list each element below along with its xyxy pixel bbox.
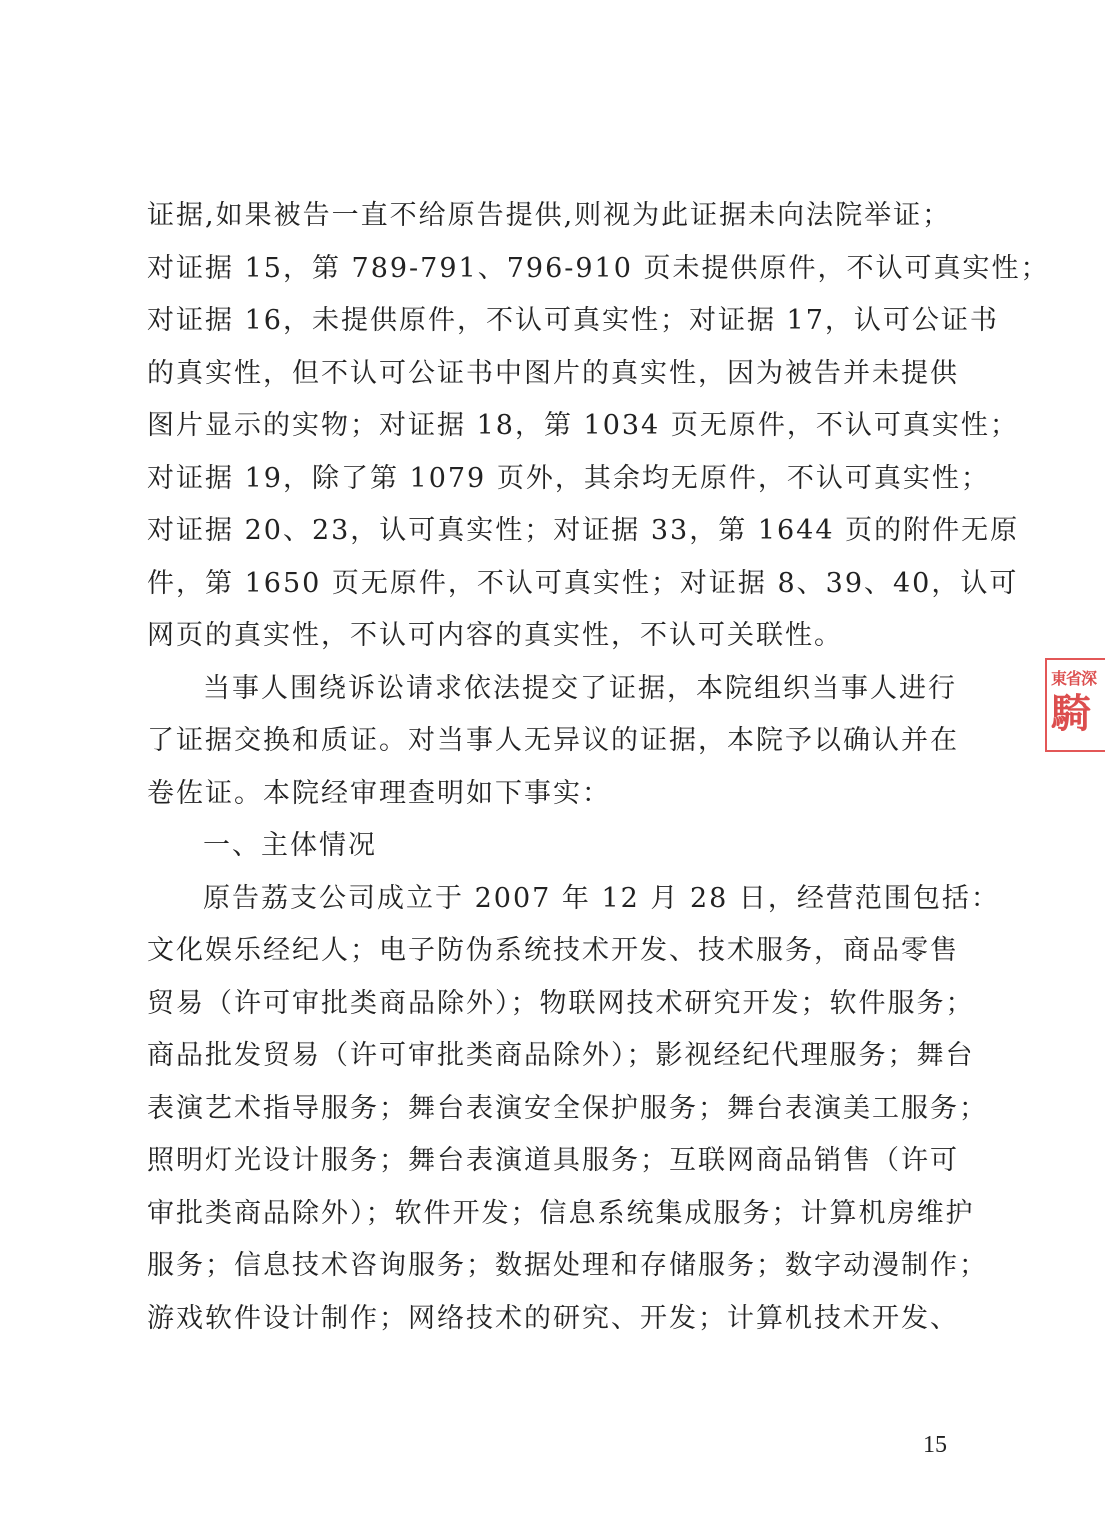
paragraph-line: 审批类商品除外）；软件开发；信息系统集成服务；计算机房维护 bbox=[147, 1197, 975, 1229]
paragraph-line: 了证据交换和质证。对当事人无异议的证据，本院予以确认并在 bbox=[147, 725, 959, 756]
paragraph-line: 贸易（许可审批类商品除外）；物联网技术研究开发；软件服务； bbox=[147, 987, 975, 1019]
paragraph-line: 文化娱乐经纪人；电子防伪系统技术开发、技术服务，商品零售 bbox=[147, 935, 959, 966]
paragraph-line: 服务；信息技术咨询服务；数据处理和存储服务；数字动漫制作； bbox=[147, 1250, 988, 1281]
document-body bbox=[147, 190, 1050, 1345]
paragraph-line: 件，第 1650 页无原件，不认可真实性；对证据 8、39、40，认可 bbox=[147, 567, 1019, 599]
page-number: 15 bbox=[923, 1432, 947, 1458]
paragraph-line: 的真实性，但不认可公证书中图片的真实性，因为被告并未提供 bbox=[147, 357, 959, 389]
paragraph-line: 照明灯光设计服务；舞台表演道具服务；互联网商品销售（许可 bbox=[147, 1145, 959, 1176]
paragraph-line: 网页的真实性，不认可内容的真实性，不认可关联性。 bbox=[147, 620, 843, 651]
paragraph-line: 对证据 19，除了第 1079 页外，其余均无原件，不认可真实性； bbox=[147, 462, 990, 494]
paragraph-line: 对证据 15，第 789-791、796-910 页未提供原件，不认可真实性； bbox=[147, 252, 1050, 284]
paragraph-line: 表演艺术指导服务；舞台表演安全保护服务；舞台表演美工服务； bbox=[147, 1092, 988, 1124]
paragraph-line: 对证据 20、23，认可真实性；对证据 33，第 1644 页的附件无原 bbox=[147, 515, 1020, 546]
paragraph-line: 证据,如果被告一直不给原告提供,则视为此证据未向法院举证； bbox=[147, 200, 952, 231]
paragraph-line: 对证据 16，未提供原件，不认可真实性；对证据 17，认可公证书 bbox=[147, 305, 999, 336]
paragraph-line: 游戏软件设计制作；网络技术的研究、开发；计算机技术开发、 bbox=[147, 1302, 959, 1334]
section-heading: 一、主体情况 bbox=[203, 830, 377, 861]
seal-main-text: 騎 bbox=[1051, 690, 1091, 737]
paragraph-line: 原告荔支公司成立于 2007 年 12 月 28 日，经营范围包括： bbox=[203, 882, 1000, 914]
seal-top-text: 東省深 bbox=[1051, 669, 1097, 688]
paragraph-line: 图片显示的实物；对证据 18，第 1034 页无原件，不认可真实性； bbox=[147, 410, 1019, 441]
paragraph-line: 商品批发贸易（许可审批类商品除外）；影视经纪代理服务；舞台 bbox=[147, 1040, 975, 1071]
paragraph-line: 当事人围绕诉讼请求依法提交了证据，本院组织当事人进行 bbox=[203, 672, 957, 704]
court-seal bbox=[1045, 658, 1105, 752]
paragraph-line: 卷佐证。本院经审理查明如下事实： bbox=[147, 777, 611, 809]
